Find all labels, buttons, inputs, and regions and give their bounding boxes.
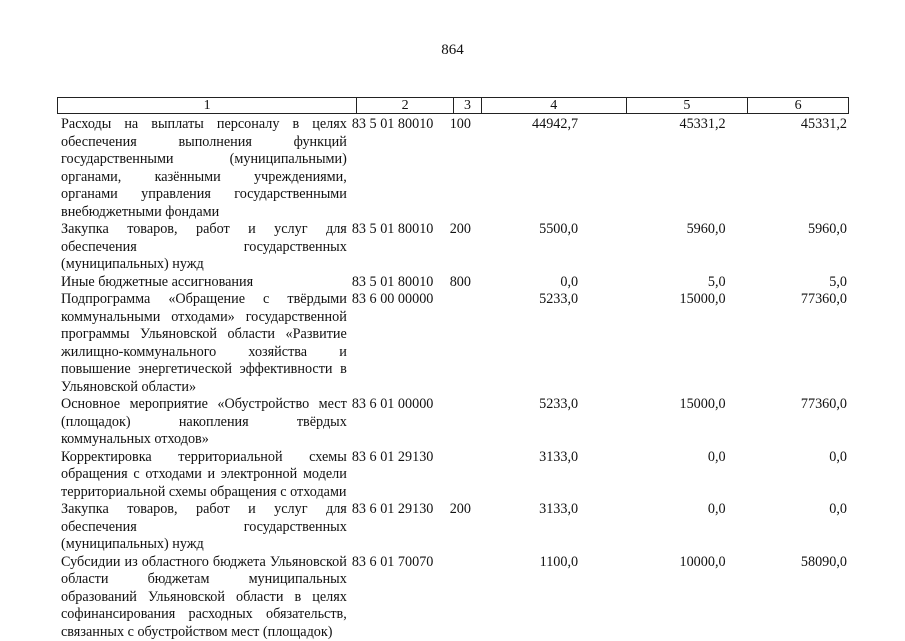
table-body (61, 116, 851, 641)
row-code: 83 6 01 00000 (347, 396, 450, 449)
row-value-4: 3133,0 (539, 449, 578, 467)
row-value-5: 5,0 (708, 274, 726, 292)
row-type: 800 (450, 274, 479, 292)
row-name: Субсидии из областного бюджета Ульяновской области бюджетам муниципальных образований Ульяновской области в целях софинансирования расходных обязательств, связанных с обустройством мест (площадок) (61, 554, 347, 641)
row-value-5: 5960,0 (687, 221, 726, 239)
header-col-5: 5 (627, 98, 749, 113)
row-value-6: 77360,0 (801, 396, 847, 414)
row-code: 83 5 01 80010 (347, 221, 450, 274)
row-code: 83 5 01 80010 (347, 116, 450, 221)
row-name: Закупка товаров, работ и услуг для обеспечения государственных (муниципальных) нужд (61, 221, 347, 274)
row-value-5: 15000,0 (679, 396, 725, 414)
row-value-5: 10000,0 (679, 554, 725, 572)
row-value-4: 3133,0 (539, 501, 578, 519)
row-type (450, 291, 479, 396)
row-type (450, 554, 479, 641)
row-type: 100 (450, 116, 479, 221)
table-row (61, 116, 851, 221)
row-name: Расходы на выплаты персоналу в целях обеспечения выполнения функций государственными (муниципальными) органами, казёнными учреждениями, органами управления государственными внебюджетными фондами (61, 116, 347, 221)
header-col-1: 1 (58, 98, 357, 113)
row-code: 83 6 01 70070 (347, 554, 450, 641)
table-header (57, 97, 849, 114)
row-value-4: 0,0 (560, 274, 578, 292)
row-type: 200 (450, 501, 479, 554)
header-col-2: 2 (357, 98, 454, 113)
row-type: 200 (450, 221, 479, 274)
table-row (61, 291, 851, 396)
row-code: 83 6 01 29130 (347, 501, 450, 554)
row-value-6: 5960,0 (808, 221, 847, 239)
row-type (450, 396, 479, 449)
row-name: Корректировка территориальной схемы обращения с отходами и электронной модели территориальной схемы обращения с отходами (61, 449, 347, 502)
row-value-6: 77360,0 (801, 291, 847, 309)
table-row (61, 554, 851, 641)
row-name: Основное мероприятие «Обустройство мест (площадок) накопления твёрдых коммунальных отходов» (61, 396, 347, 449)
row-value-5: 45331,2 (679, 116, 725, 134)
row-name: Иные бюджетные ассигнования (61, 274, 347, 292)
row-code: 83 6 01 29130 (347, 449, 450, 502)
row-value-6: 5,0 (829, 274, 847, 292)
header-col-3: 3 (454, 98, 482, 113)
table-row (61, 396, 851, 449)
row-value-5: 0,0 (708, 501, 726, 519)
table-row (61, 274, 851, 292)
table-row (61, 501, 851, 554)
header-col-4: 4 (482, 98, 627, 113)
row-name: Закупка товаров, работ и услуг для обеспечения государственных (муниципальных) нужд (61, 501, 347, 554)
row-code: 83 5 01 80010 (347, 274, 450, 292)
row-value-4: 1100,0 (540, 554, 579, 572)
row-value-4: 5233,0 (539, 291, 578, 309)
row-value-5: 0,0 (708, 449, 726, 467)
row-value-5: 15000,0 (679, 291, 725, 309)
row-value-4: 5233,0 (539, 396, 578, 414)
row-value-6: 0,0 (829, 501, 847, 519)
row-name: Подпрограмма «Обращение с твёрдыми коммунальными отходами» государственной программы Ульяновской области «Развитие жилищно-коммунального хозяйства и повышение энергетической эффективности в Ульяновской области» (61, 291, 347, 396)
row-value-6: 0,0 (829, 449, 847, 467)
row-code: 83 6 00 00000 (347, 291, 450, 396)
table-row (61, 221, 851, 274)
header-col-6: 6 (748, 98, 848, 113)
row-value-4: 5500,0 (539, 221, 578, 239)
row-type (450, 449, 479, 502)
row-value-6: 58090,0 (801, 554, 847, 572)
table-row (61, 449, 851, 502)
page-number: 864 (0, 42, 905, 59)
row-value-6: 45331,2 (801, 116, 847, 134)
row-value-4: 44942,7 (532, 116, 578, 134)
